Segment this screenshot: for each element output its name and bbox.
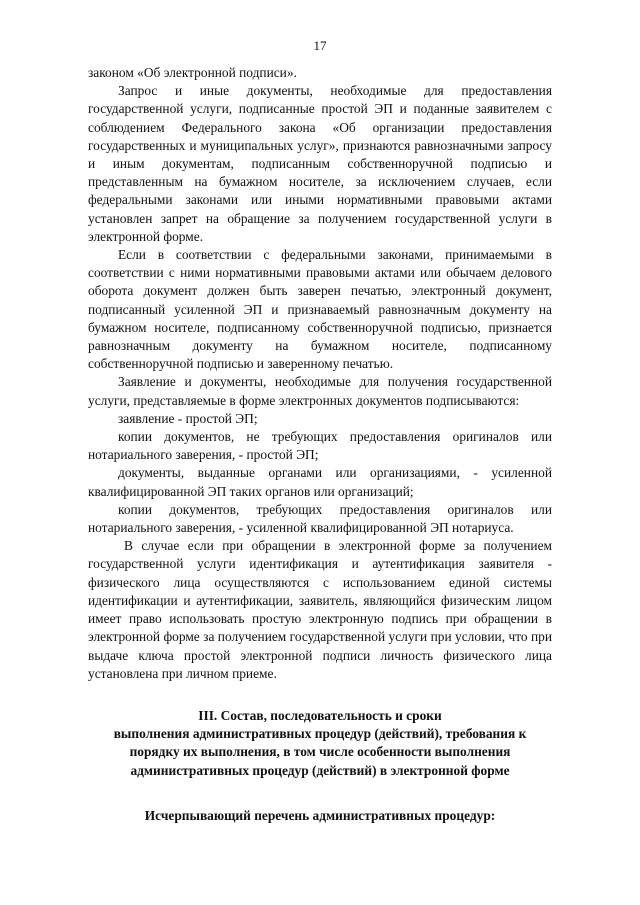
document-body <box>88 64 552 683</box>
section-heading-line: порядку их выполнения, в том числе особенности выполнения <box>129 744 511 760</box>
paragraph-signing-rules: Заявление и документы, необходимые для получения государственной услуги, представляемые в форме электронных документов подписываются: <box>88 374 552 408</box>
section-heading-line: административных процедур (действий) в электронной форме <box>130 762 510 778</box>
paragraph-request-documents: Запрос и иные документы, необходимые для предоставления государственной услуги, подписанные простой ЭП и поданные заявителем с соблюдением Федерального закона «Об организации предоставления государственных и муниципальных услуг», признаются равнозначными запросу и иным документам, подписанным собственноручной подписью и представленным на бумажном носителе, за исключением случаев, если федеральными законами или иными нормативными правовыми актами установлен запрет на обращение за получением государственной услуги в электронной форме. <box>88 83 552 244</box>
paragraph-identification: В случае если при обращении в электронной форме за получением государственной услуги идентификация и аутентификация заявителя - физического лица осуществляются с использованием единой системы идентификации и аутентификации, заявитель, являющийся физическим лицом имеет право использовать простую электронную подпись при обращении в электронной форме за получением государственной услуги при условии, что при выдаче ключа простой электронной подписи личность физического лица установлена при личном приеме. <box>88 538 552 681</box>
section-heading-line: III. Состав, последовательность и сроки <box>198 708 442 723</box>
list-item-issued-documents: документы, выданные органами или организациями, - усиленной квалифицированной ЭП таких органов или организаций; <box>88 465 552 499</box>
page-number: 17 <box>313 38 327 53</box>
subsection-title: Исчерпывающий перечень административных процедур: <box>144 808 496 823</box>
section-heading <box>88 707 552 780</box>
list-item-application: заявление - простой ЭП; <box>118 410 258 426</box>
list-item-copies-notary: копии документов, требующих предоставления оригиналов или нотариального заверения, - усиленной квалифицированной ЭП нотариуса. <box>88 501 552 536</box>
section-heading-line: выполнения административных процедур (действий), требования к <box>113 726 527 742</box>
paragraph-continuation: законом «Об электронной подписи». <box>88 65 297 80</box>
paragraph-seal-requirement: Если в соответствии с федеральными законами, принимаемыми в соответствии с ними нормативными правовыми актами или обычаем делового оборота документ должен быть заверен печатью, электронный документ, подписанный усиленной ЭП и признаваемый равнозначным документу на бумажном носителе, подписанному собственноручной подписью, признается равнозначным документу на бумажном носителе, подписанному собственноручной подписью и заверенному печатью. <box>88 247 552 372</box>
list-item-copies-simple: копии документов, не требующих предоставления оригиналов или нотариального заверения, - простой ЭП; <box>88 429 552 463</box>
